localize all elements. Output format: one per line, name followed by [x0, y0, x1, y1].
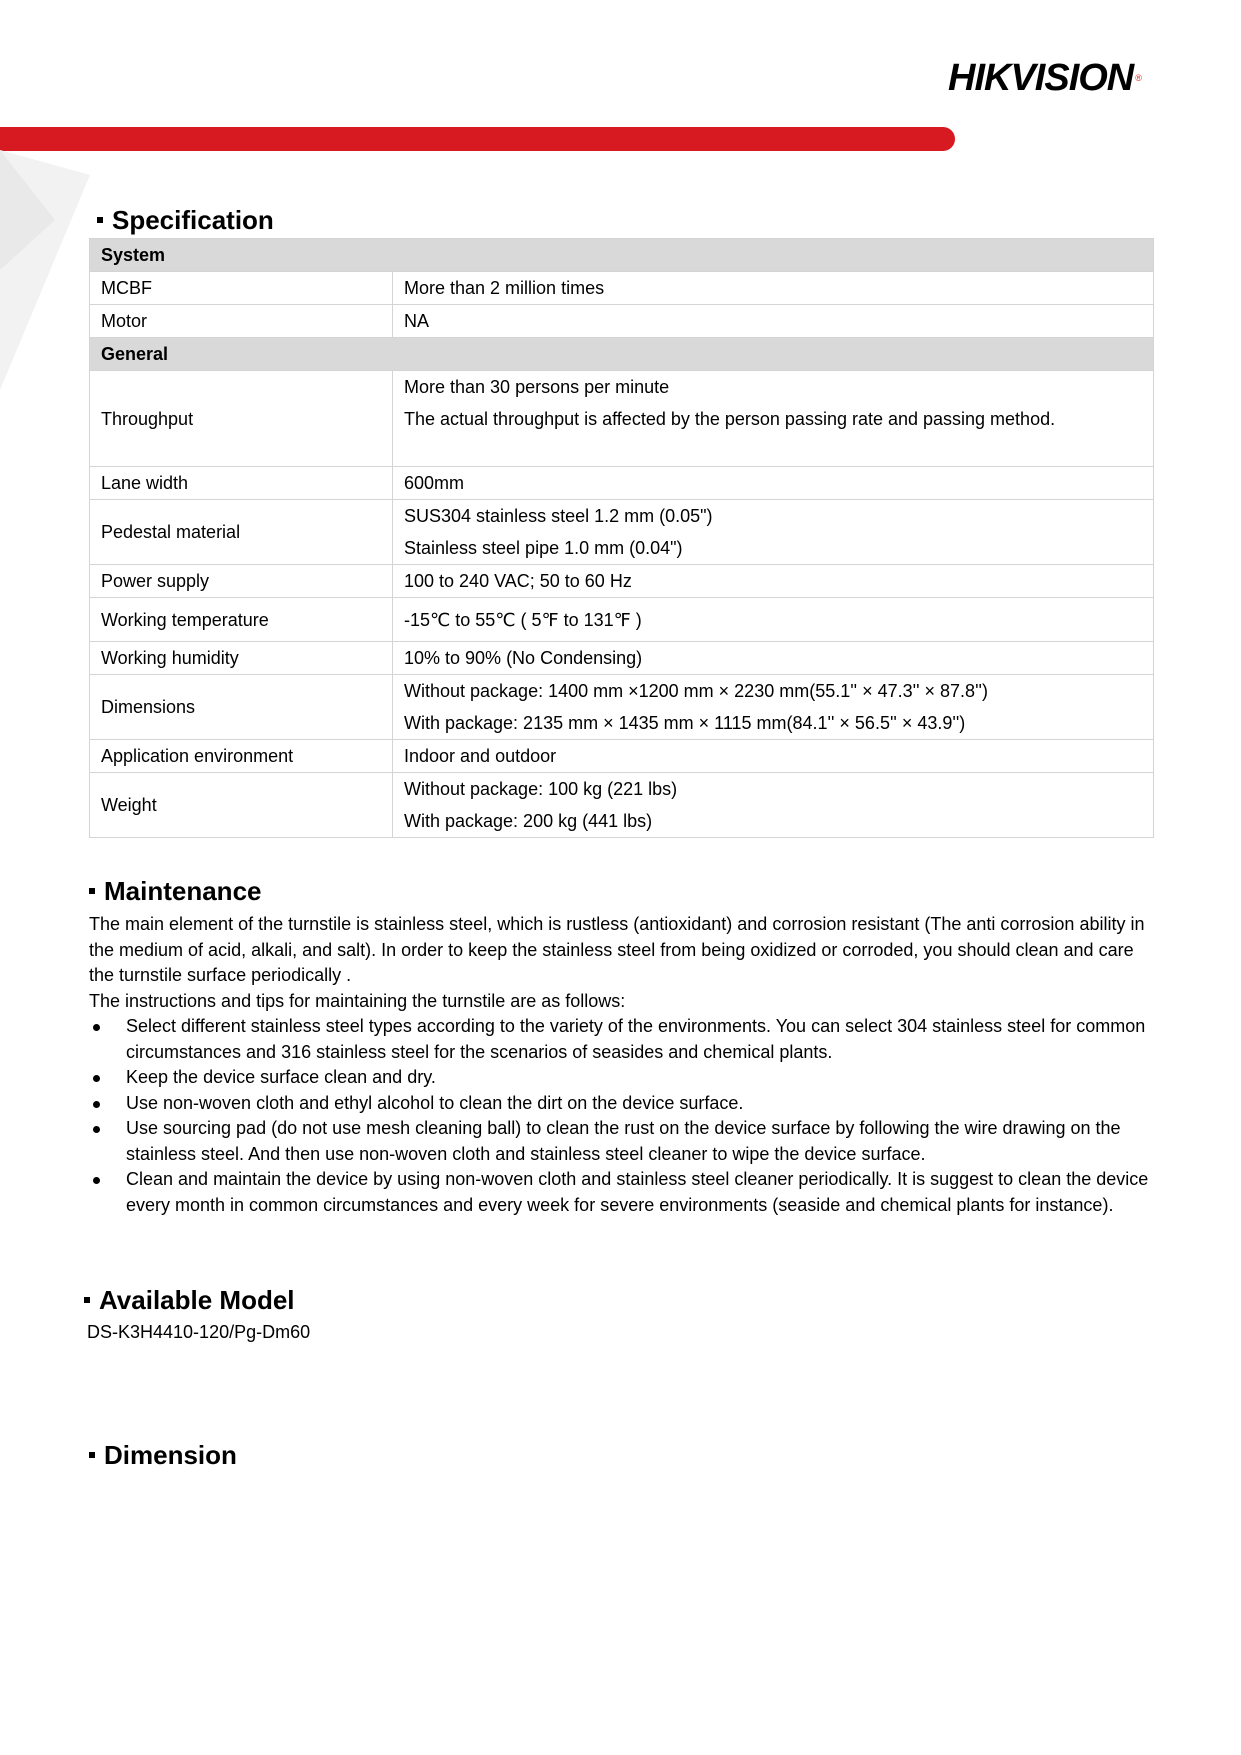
- heading-bullet-icon: [97, 217, 103, 223]
- heading-bullet-icon: [89, 888, 95, 894]
- logo-text: HIKVISION: [948, 57, 1134, 99]
- table-row: [90, 371, 1154, 467]
- spec-label: Working humidity: [90, 642, 393, 675]
- heading-bullet-icon: [84, 1297, 90, 1303]
- dimension-title: Dimension: [104, 1440, 237, 1470]
- spec-label: Weight: [90, 773, 393, 838]
- hikvision-logo: [948, 56, 1142, 100]
- header-red-band: [0, 127, 955, 151]
- maintenance-title: Maintenance: [104, 876, 262, 906]
- available-model-heading: [84, 1285, 295, 1315]
- spec-label: Lane width: [90, 467, 393, 500]
- spec-value: [393, 500, 1154, 565]
- maintenance-lead: The instructions and tips for maintaining the turnstile are as follows:: [89, 990, 626, 1011]
- spec-table: [89, 238, 1154, 838]
- spec-value: [393, 642, 1154, 675]
- heading-bullet-icon: [89, 1452, 95, 1458]
- spec-value: [393, 675, 1154, 740]
- model-number: DS-K3H4410-120/Pg-Dm60: [87, 1322, 311, 1342]
- spec-value-line: Stainless steel pipe 1.0 mm (0.04"): [404, 538, 683, 558]
- table-row: [90, 467, 1154, 500]
- specification-heading: [97, 205, 274, 235]
- list-item: Use sourcing pad (do not use mesh cleaning ball) to clean the rust on the device surface by following the wire drawing on the stainless steel. And then use non-woven cloth and stainless steel cleaner to wipe the device surface.: [89, 1116, 1159, 1167]
- spec-value-line: 600mm: [404, 473, 465, 493]
- spec-value-line: SUS304 stainless steel 1.2 mm (0.05"): [404, 506, 713, 526]
- spec-value: [393, 598, 1154, 642]
- available-model-title: Available Model: [99, 1285, 295, 1315]
- spec-value-line: With package: 2135 mm × 1435 mm × 1115 mm(84.1'' × 56.5'' × 43.9''): [404, 713, 966, 733]
- table-row: [90, 773, 1154, 838]
- spec-value-line: NA: [404, 311, 430, 331]
- spec-label: Working temperature: [90, 598, 393, 642]
- spec-label: MCBF: [90, 272, 393, 305]
- spec-value: [393, 272, 1154, 305]
- spec-value: [393, 305, 1154, 338]
- list-item: Keep the device surface clean and dry.: [89, 1065, 1159, 1091]
- maintenance-intro: The main element of the turnstile is stainless steel, which is rustless (antioxidant) and corrosion resistant (The anti corrosion ability in the medium of acid, alkali, and salt). In order to keep the stainless steel from being oxidized or corroded, you should clean and care the turnstile surface periodically .: [89, 914, 1145, 985]
- spec-value-line: 100 to 240 VAC; 50 to 60 Hz: [404, 571, 632, 591]
- spec-value-line: The actual throughput is affected by the person passing rate and passing method.: [404, 409, 1056, 429]
- maintenance-heading: [89, 876, 262, 906]
- spec-label: Power supply: [90, 565, 393, 598]
- spec-label: Motor: [90, 305, 393, 338]
- spec-value: [393, 740, 1154, 773]
- spec-value-line: -15℃ to 55℃ ( 5℉ to 131℉ ): [404, 609, 642, 630]
- spec-label: Throughput: [90, 371, 393, 467]
- spec-value-line: Indoor and outdoor: [404, 746, 557, 766]
- maintenance-list: [89, 1014, 1159, 1218]
- dimension-heading: [89, 1440, 237, 1470]
- spec-value-line: More than 30 persons per minute: [404, 377, 670, 397]
- table-row: [90, 740, 1154, 773]
- spec-value-line: Without package: 100 kg (221 lbs): [404, 779, 678, 799]
- spec-value-line: Without package: 1400 mm ×1200 mm × 2230 mm(55.1'' × 47.3'' × 87.8''): [404, 681, 988, 701]
- table-row: [90, 272, 1154, 305]
- maintenance-body: [89, 912, 1159, 1218]
- registered-mark-icon: ®: [1135, 73, 1142, 83]
- spec-value-line: More than 2 million times: [404, 278, 605, 298]
- spec-group-name: General: [90, 338, 1154, 371]
- spec-label: Dimensions: [90, 675, 393, 740]
- spec-group-row: [90, 338, 1154, 371]
- spec-label: Pedestal material: [90, 500, 393, 565]
- spec-label: Application environment: [90, 740, 393, 773]
- list-item: Select different stainless steel types according to the variety of the environments. You can select 304 stainless steel for common circumstances and 316 stainless steel for the scenarios of seasides and chemical plants.: [89, 1014, 1159, 1065]
- table-row: [90, 598, 1154, 642]
- table-row: [90, 500, 1154, 565]
- spec-value-line: With package: 200 kg (441 lbs): [404, 811, 653, 831]
- spec-group-name: System: [90, 239, 1154, 272]
- spec-value: [393, 467, 1154, 500]
- table-row: [90, 642, 1154, 675]
- spec-value: [393, 565, 1154, 598]
- table-row: [90, 565, 1154, 598]
- spec-value: [393, 773, 1154, 838]
- table-row: [90, 675, 1154, 740]
- spec-value: [393, 371, 1154, 467]
- spec-value-line: 10% to 90% (No Condensing): [404, 648, 643, 668]
- list-item: Use non-woven cloth and ethyl alcohol to clean the dirt on the device surface.: [89, 1091, 1159, 1117]
- table-row: [90, 305, 1154, 338]
- spec-group-row: [90, 239, 1154, 272]
- specification-title: Specification: [112, 205, 274, 235]
- list-item: Clean and maintain the device by using non-woven cloth and stainless steel cleaner periodically. It is suggest to clean the device every month in common circumstances and every week for severe environments (seaside and chemical plants for instance).: [89, 1167, 1159, 1218]
